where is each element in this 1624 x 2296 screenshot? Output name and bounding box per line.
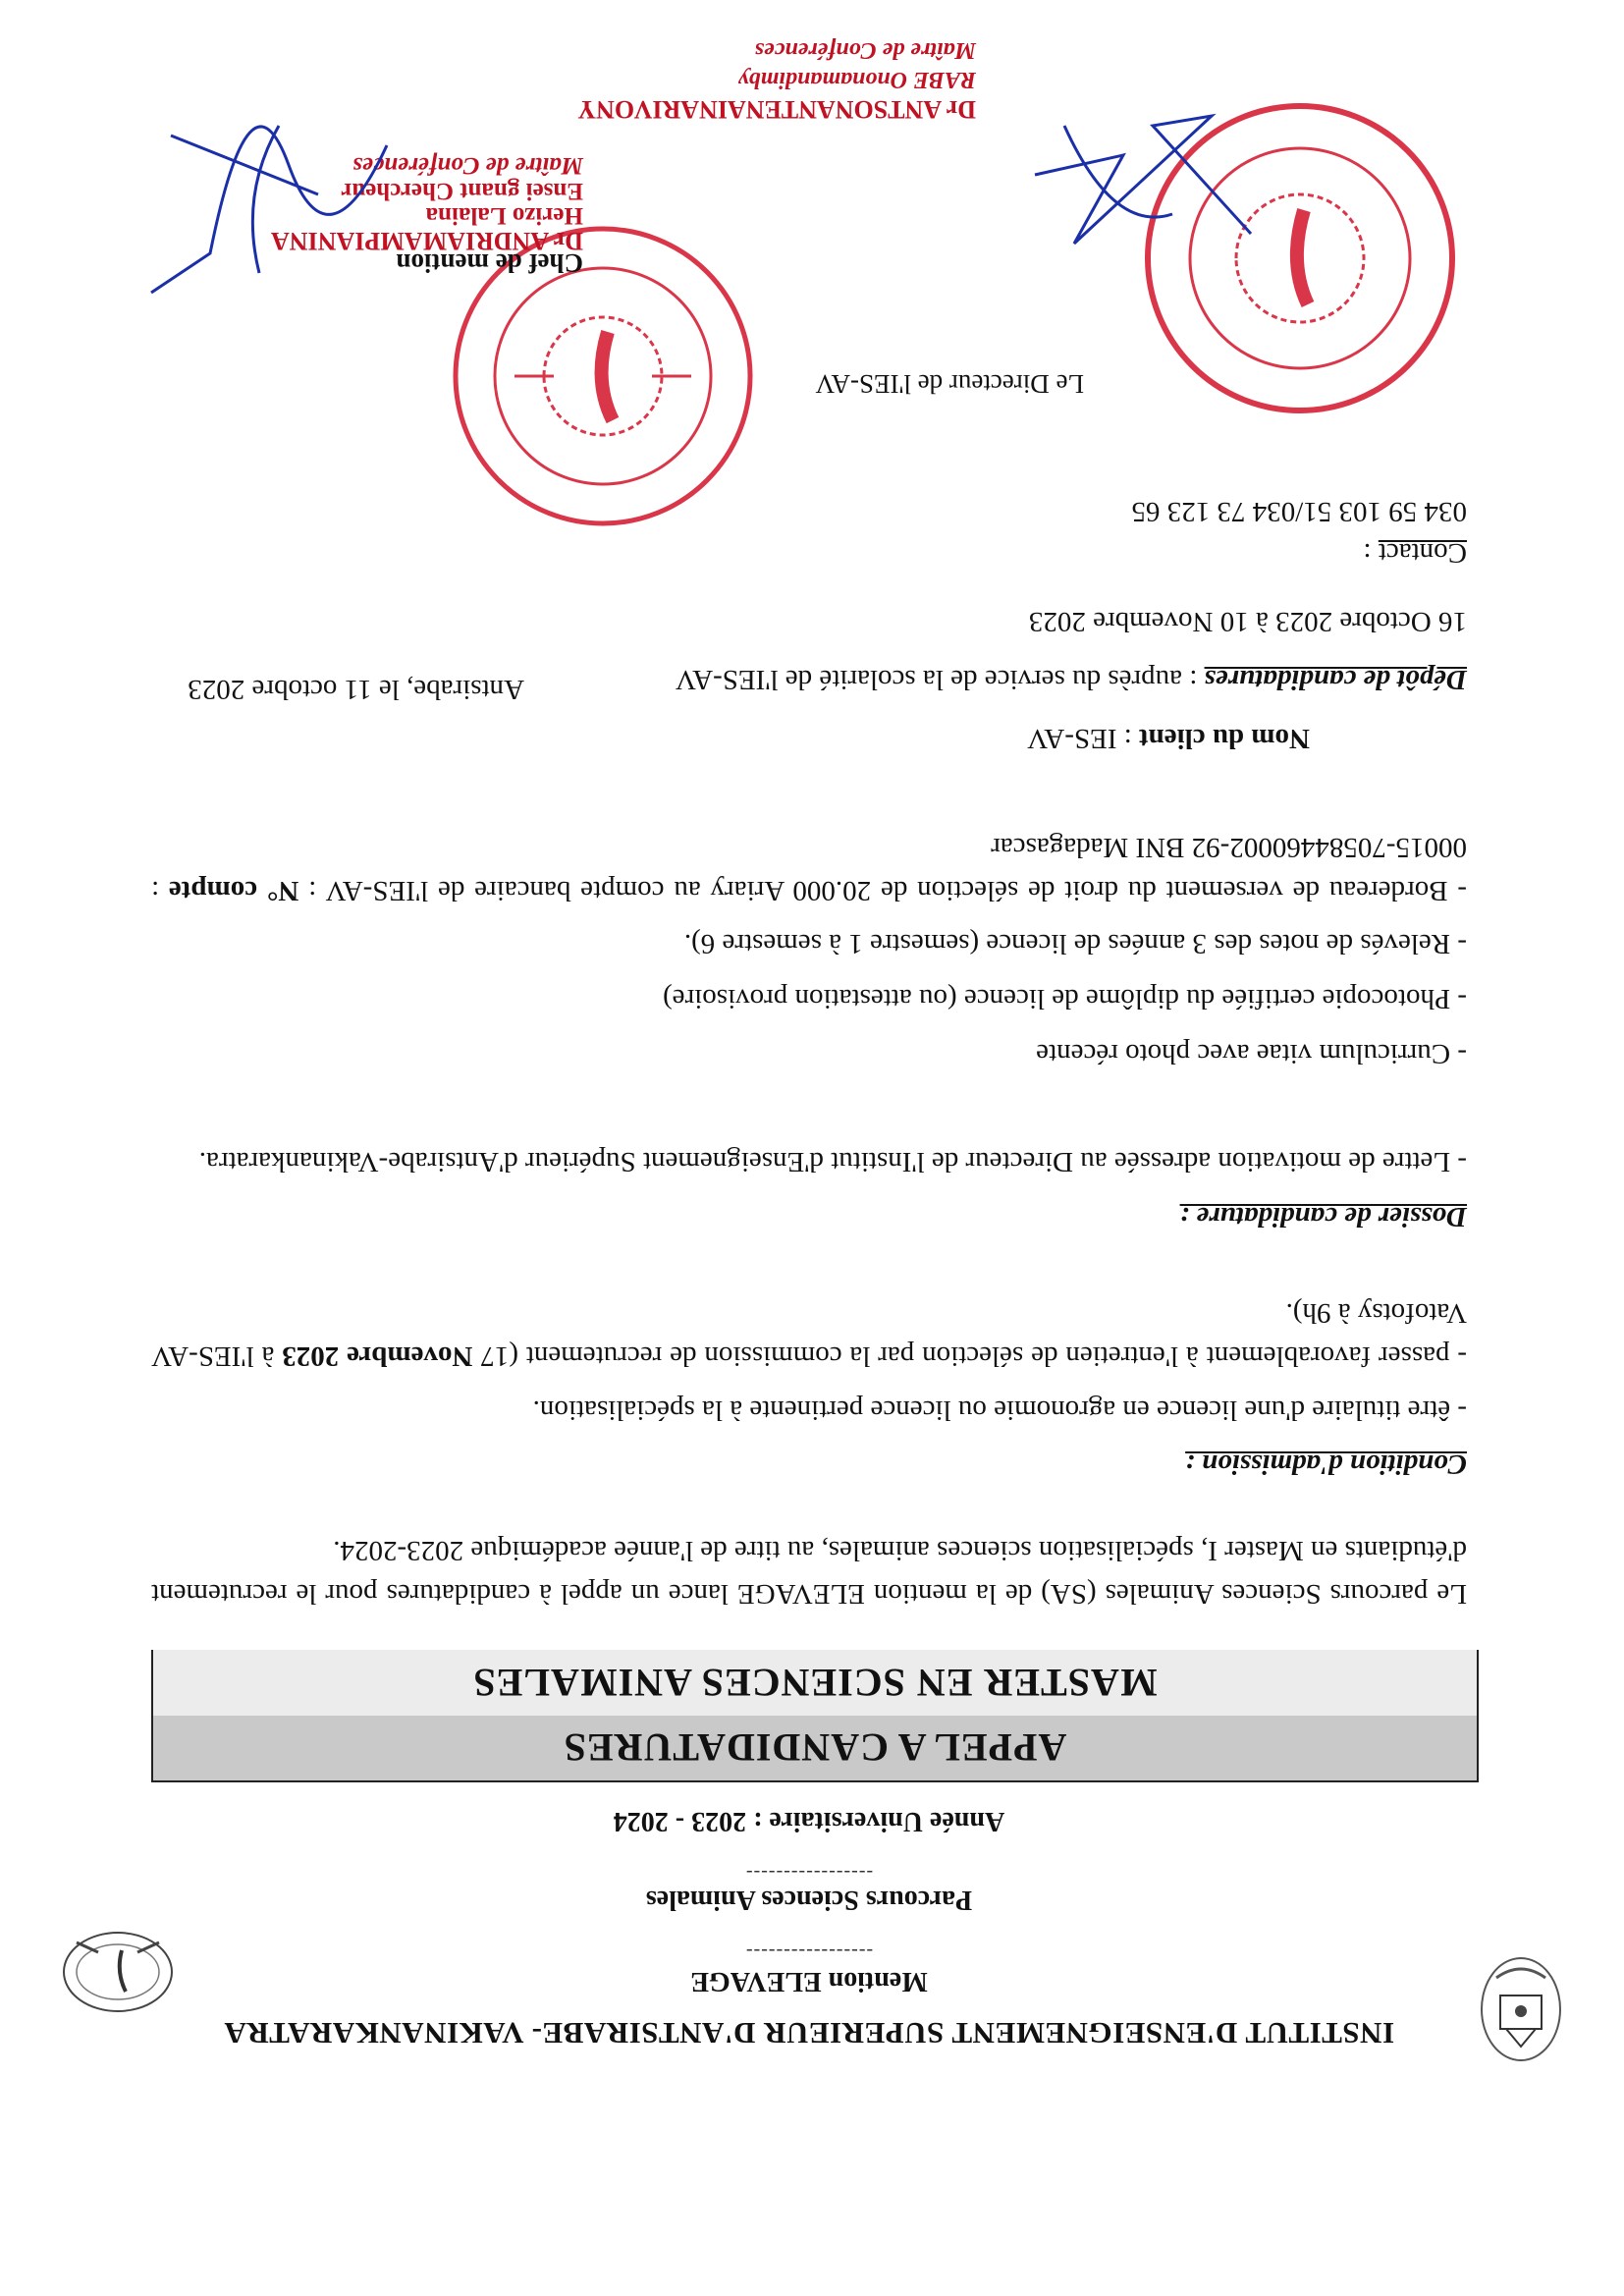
dossier-heading-text: Dossier de candidature : (1179, 1201, 1467, 1232)
chef-role-1: Ensei gnant Chercheur (341, 178, 583, 204)
director-role: Maître de Conférences (754, 37, 976, 63)
chef-name-2: Herizo Lalaina (425, 202, 583, 229)
contact-label: Contact (1378, 537, 1467, 569)
depot-dates: 16 Octobre 2023 à 10 Novembre 2023 (1028, 606, 1467, 637)
contact-colon: : (1363, 537, 1379, 569)
dossier-item: - Photocopie certifiée du diplôme de licence (ou attestation provisoire) (663, 983, 1467, 1014)
conditions-heading-text: Condition d'admission : (1185, 1449, 1467, 1480)
condition-text: à l'IES-AV Vatofotsy à 9h). (151, 1297, 1467, 1372)
director-name-2: RABE Ononamandimby (737, 67, 976, 92)
conditions-heading (151, 1443, 1467, 1486)
chef-name: Dr ANDRIAMAMPIANINA (271, 227, 583, 255)
academic-year: Année Universitaire : 2023 - 2024 (613, 1806, 1005, 1836)
contact-phones: 034 59 103 51/034 73 123 65 (1131, 496, 1467, 527)
place-date-text: Antsirabe, le 11 octobre 2023 (188, 674, 524, 705)
director-name: Dr ANTSONANTENAINARIVONY (577, 95, 976, 124)
separator: ----------------- (744, 1941, 874, 1962)
parcours-title: Parcours Sciences Animales (645, 1885, 973, 1915)
ies-av-logo-icon (1477, 1950, 1565, 2068)
dossier-item: - Curriculum vitae avec photo récente (1036, 1038, 1467, 1069)
dossier-item: - Lettre de motivation adressée au Directeur de l'Institut d'Enseignement Supérieur d'Antsirabe-Vakinankaratra. (198, 1146, 1467, 1177)
dossier-item: - Relevés de notes des 3 années de licence (semestre 1 à semestre 6). (683, 928, 1467, 959)
institute-name: INSTITUT D'ENSEIGNEMENT SUPERIEUR D'ANTSIRABE- VAKINANKARATRA (223, 2016, 1395, 2050)
place-date (112, 673, 524, 705)
condition-text: - passer favorablement à l'entretien de sélection par la commission de recrutement (17 (472, 1340, 1467, 1372)
depot-text: : auprès du service de la scolarité de l'IES-AV (675, 664, 1205, 695)
depot-label: Dépôt de candidatures (1204, 664, 1467, 695)
client-label: Nom du client (1139, 723, 1310, 754)
title-line-1: APPEL A CANDIDATURES (153, 1715, 1477, 1780)
dossier-item (151, 826, 1467, 912)
title-line-2: MASTER EN SCIENCES ANIMALES (153, 1650, 1477, 1716)
dossier-heading (151, 1195, 1467, 1238)
condition-item (151, 1291, 1467, 1378)
account-value: : 00015-70584460002-92 BNI Madagascar (151, 832, 1467, 906)
title-box (151, 1650, 1479, 1782)
mention-title: Mention ELEVAGE (690, 1966, 928, 1996)
condition-item: - être titulaire d'une licence en agronomie ou licence pertinente à la spécialisation. (532, 1394, 1467, 1426)
client-value: : IES-AV (1027, 723, 1139, 754)
chef-role-2: Maître de Conférences (352, 152, 583, 179)
university-crest-icon (59, 1923, 177, 2021)
intro-paragraph: Le parcours Sciences Animales (SA) de la mention ELEVAGE lance un appel à candidatures pour le recrutement d'étudiants en Master I, spécialisation sciences animales, au titre de l'année académique 2023-2024. (151, 1535, 1467, 1610)
chef-title: Chef de mention (396, 248, 583, 278)
account-label: N° compte (168, 875, 299, 906)
client-name-line (524, 717, 1310, 760)
separator: ----------------- (744, 1862, 874, 1884)
director-title: Le Directeur de l'IES-AV (815, 369, 1084, 399)
chef-signature (122, 116, 406, 312)
dossier-text: - Bordereau de versement du droit de sélection de 20.000 Ariary au compte bancaire de l'IES-AV : (298, 875, 1467, 906)
director-signature (1015, 96, 1271, 273)
condition-date: Novembre 2023 (282, 1340, 473, 1372)
contact-label-line (151, 531, 1467, 574)
